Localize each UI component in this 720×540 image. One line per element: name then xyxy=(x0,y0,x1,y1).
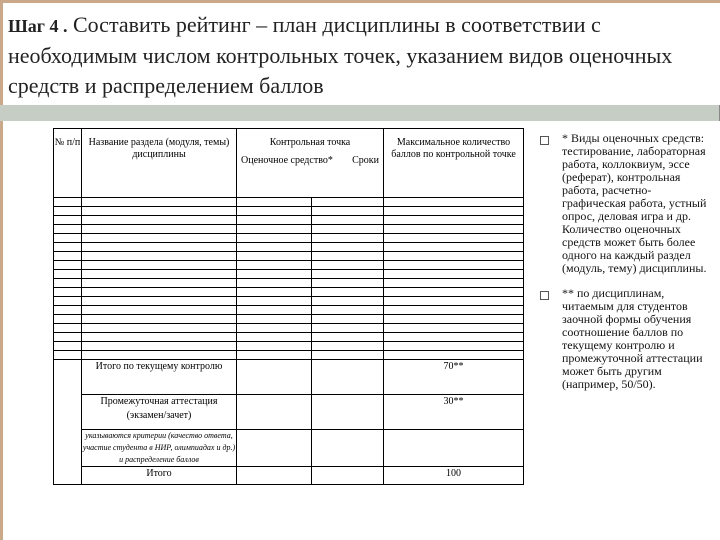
interim-attestation-value: 30** xyxy=(384,395,524,430)
table-row xyxy=(54,315,524,324)
footnote-correspondence: ** по дисциплинам, читаемым для студентов заочной формы обучения соотношение баллов по текущему контролю и промежуточной аттестации может быть другим (например, 50/50). xyxy=(562,286,703,391)
table-row xyxy=(54,261,524,270)
header-checkpoint xyxy=(237,129,384,198)
table-row xyxy=(54,333,524,342)
title-text: Составить рейтинг – план дисциплины в соответствии с необходимым числом контрольных точек, указанием видов оценочных средств и распределением баллов xyxy=(8,12,673,98)
table-row xyxy=(54,279,524,288)
slide-title xyxy=(8,10,708,101)
table-row xyxy=(54,216,524,225)
total-value: 100 xyxy=(384,467,524,485)
table-row xyxy=(54,288,524,297)
table-row xyxy=(54,225,524,234)
current-control-value: 70** xyxy=(384,360,524,395)
table-row xyxy=(54,270,524,279)
criteria-note: указываются критерии (качество ответа, участие студента в НИР, олимпиадах и др.) и распределение баллов xyxy=(82,430,237,467)
slide-frame-left xyxy=(0,0,3,540)
table-row xyxy=(54,252,524,261)
table-header-row xyxy=(54,129,524,198)
current-control-row xyxy=(54,360,524,395)
header-checkpoint-label: Контрольная точка xyxy=(269,137,351,148)
total-label: Итого xyxy=(82,467,237,485)
slide-frame-top xyxy=(0,0,720,3)
table-row xyxy=(54,234,524,243)
interim-attestation-label: Промежуточная аттестация (экзамен/зачет) xyxy=(82,395,237,430)
table-row xyxy=(54,342,524,351)
criteria-note-row xyxy=(54,430,524,467)
table-row xyxy=(54,324,524,333)
header-number: № п/п xyxy=(54,129,82,198)
footnotes xyxy=(540,132,715,403)
square-bullet-icon xyxy=(540,136,549,145)
footnote-tools: * Виды оценочных средств: тестирование, лабораторная работа, коллоквиум, эссе (реферат), контрольная работа, расчетно-графическая работа, устный опрос, деловая игра и др. Количество оценочных средств может быть более одного на каждый раздел (модуль, тему) дисциплины. xyxy=(562,131,707,275)
table-row xyxy=(54,297,524,306)
table-row xyxy=(54,306,524,315)
table-row xyxy=(54,351,524,360)
header-tool: Оценочное средство* xyxy=(241,155,333,166)
table-row xyxy=(54,243,524,252)
total-row xyxy=(54,467,524,485)
header-max-score: Максимальное количество баллов по контрольной точке xyxy=(384,129,524,198)
header-section: Название раздела (модуля, темы) дисциплины xyxy=(82,129,237,198)
interim-attestation-row xyxy=(54,395,524,430)
square-bullet-icon xyxy=(540,291,549,300)
title-separator-band xyxy=(0,105,720,121)
current-control-label: Итого по текущему контролю xyxy=(82,360,237,395)
list-item xyxy=(540,287,715,391)
rating-plan-table xyxy=(53,128,524,485)
header-dates: Сроки xyxy=(352,155,380,166)
list-item xyxy=(540,132,715,275)
table-row xyxy=(54,207,524,216)
title-step: Шаг 4 . xyxy=(8,16,68,36)
table-row xyxy=(54,198,524,207)
summary-empty-cell xyxy=(54,360,82,485)
